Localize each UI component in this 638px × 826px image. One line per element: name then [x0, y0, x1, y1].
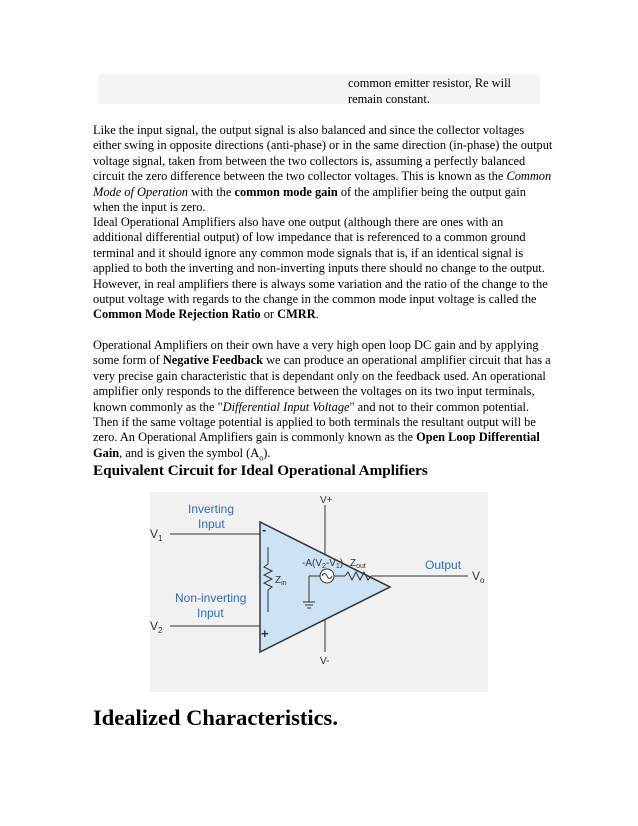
noninverting-label-line1: Non-inverting — [175, 591, 247, 605]
bold-term: common mode gain — [234, 184, 338, 199]
section-heading: Equivalent Circuit for Ideal Operational Amplifiers — [93, 462, 428, 479]
text: . — [315, 307, 319, 322]
text: of the amplifier being the output gain when the input is zero. — [93, 184, 526, 215]
cell-line: common emitter resistor, Re will — [348, 76, 511, 90]
text: or — [260, 307, 278, 322]
bold-term: Open Loop Differential Gain — [93, 430, 540, 460]
cell-line: remain constant. — [348, 91, 430, 106]
text: Ideal Operational Amplifiers also have one output (although there are ones with an additional differential output) of low impedance that is referenced to a common ground terminal and it should ignore any common mode signals that is, if an identical signal is applied to both the inverting and non-inverting inputs there should no change to the output. However, in real amplifiers there is always some variation and the ratio of the change to the output voltage with regards to the change in the common mode input voltage is called the — [93, 215, 548, 307]
noninverting-label-line2: Input — [197, 606, 224, 620]
subscript: o — [259, 453, 264, 463]
vminus-label: V- — [320, 656, 330, 667]
text: ). — [263, 445, 271, 460]
table-row — [98, 74, 540, 104]
text: " and not to their common potential. Then if the same voltage potential is applied to both terminals the resultant output will be zero. An Operational Amplifiers gain is commonly known as the — [93, 399, 536, 445]
gain-label: $-A(V_2-V_1)$ — [302, 558, 344, 570]
text: with the — [187, 184, 235, 199]
bold-term: Negative Feedback — [162, 353, 263, 368]
output-label: Output — [425, 558, 462, 572]
paragraph-common-mode — [93, 123, 553, 215]
text: Operational Amplifiers on their own have a very high open loop DC gain and by applying some form of — [93, 338, 539, 368]
italic-term: Differential Input Voltage — [222, 399, 350, 414]
zin-label: $Z_{in}$ — [275, 575, 287, 587]
circuit-svg — [150, 492, 488, 692]
v2-label: $V_2$ — [150, 619, 163, 635]
inverting-label-line1: Inverting — [188, 502, 235, 516]
minus-sign: - — [262, 522, 267, 537]
op-amp-equivalent-circuit-diagram — [150, 492, 488, 692]
vplus-label: V+ — [320, 495, 333, 506]
vo-label: $V_o$ — [472, 569, 485, 585]
bold-term: CMRR — [277, 307, 316, 322]
zout-label: $Z_{out}$ — [350, 558, 366, 570]
inverting-label-line2: Input — [198, 517, 225, 531]
idealized-characteristics-heading: Idealized Characteristics. — [93, 705, 338, 730]
italic-term: Common Mode of Operation — [93, 169, 552, 199]
bold-term: Common Mode Rejection Ratio — [93, 307, 261, 322]
text: Like the input signal, the output signal is also balanced and since the collector voltages either swing in opposite directions (anti-phase) or in the same direction (in-phase) the output voltage signal, taken from between the two collectors is, assuming a perfectly balanced circuit the zero difference between the two collector voltages. This is known as the — [93, 123, 553, 184]
text: we can produce an operational amplifier circuit that has a very precise gain characteristic that is dependant only on the feedback used. An operational amplifier only responds to the difference between the voltages on its two input terminals, known commonly as the " — [93, 353, 551, 414]
plus-sign: + — [261, 626, 269, 641]
table-cell — [348, 76, 538, 107]
v1-label: $V_1$ — [150, 527, 163, 543]
paragraph-open-loop-gain — [93, 338, 553, 466]
text: , and is given the symbol (A — [119, 445, 260, 460]
paragraph-cmrr — [93, 215, 553, 323]
